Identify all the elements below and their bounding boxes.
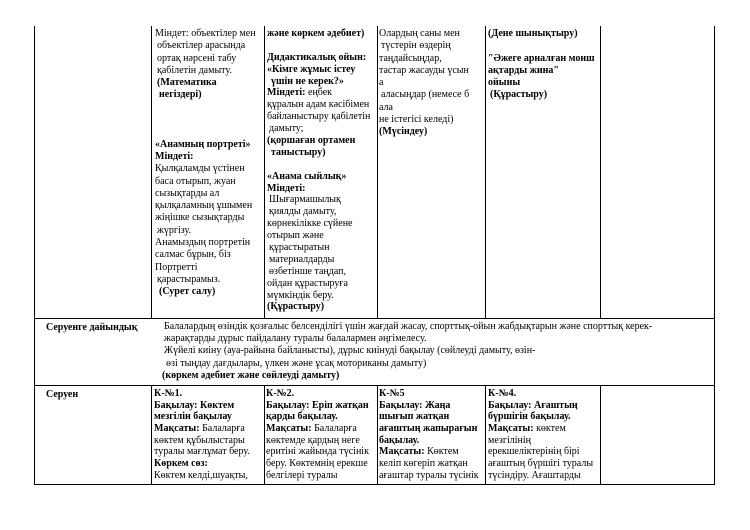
text-line: байланыстыру қабілетін bbox=[267, 111, 371, 123]
text-line: ақтарды жина" bbox=[488, 64, 559, 76]
text-line: қылқаламның ұшымен bbox=[155, 200, 253, 212]
text-line: объектілер арасында bbox=[157, 40, 246, 52]
walk-preparation-text bbox=[160, 321, 713, 384]
text-line: Міндеті: еңбек bbox=[267, 87, 333, 99]
text-line bbox=[155, 114, 263, 126]
text-line: жіңішке сызықтарды bbox=[155, 212, 245, 224]
text-line: баса отырып, жуан bbox=[155, 175, 236, 187]
text-line: жүргізу. bbox=[157, 224, 192, 236]
text-line: қарды бақылау. bbox=[266, 411, 338, 423]
text-line: түсіндіру. Ағаштарды bbox=[488, 469, 581, 481]
text-line: Мақсаты: Көктем bbox=[379, 446, 459, 458]
text-line: Міндеті: bbox=[267, 182, 306, 194]
col-divider-4b bbox=[485, 385, 486, 485]
text-line: Міндеті: bbox=[155, 150, 194, 162]
row-label-walk: Серуен bbox=[46, 389, 79, 400]
text-line: ерекшеліктерінің бірі bbox=[488, 446, 580, 458]
text-line: таңдайсыңдар, bbox=[379, 52, 442, 64]
text-line: қабілетін дамыту. bbox=[157, 64, 232, 76]
text-line: түстерін өздерің bbox=[381, 40, 451, 52]
text-line: тастар жасауды үсын bbox=[379, 64, 469, 76]
text-line: және көркем әдебиет) bbox=[267, 28, 365, 39]
text-line: ойыны bbox=[488, 77, 521, 89]
walk-card-1 bbox=[154, 388, 263, 483]
row-divider-1 bbox=[34, 318, 715, 319]
row-divider-2 bbox=[34, 385, 715, 386]
col-divider-1b bbox=[151, 385, 152, 485]
text-line: а bbox=[379, 77, 384, 89]
col-divider-1 bbox=[151, 26, 152, 318]
activity-cell-col4 bbox=[488, 28, 599, 316]
text-line: ағаштар туралы түсінік bbox=[379, 469, 479, 481]
text-line: Бақылау: Жаңа bbox=[379, 399, 451, 411]
text-line: бақылау. bbox=[379, 434, 420, 446]
text-line: шығып жатқан bbox=[379, 411, 450, 423]
text-line: материалдарды bbox=[269, 253, 335, 265]
text-line: қиялды дамыту, bbox=[269, 206, 337, 218]
table-bottom-border bbox=[34, 484, 715, 485]
text-line: Анамыздың портретін bbox=[155, 237, 251, 249]
text-line: мезгілін бақылау bbox=[154, 411, 232, 423]
text-line: Көктем келді,шуақты, bbox=[154, 469, 248, 481]
text-line: «Анама сыйлық» bbox=[267, 170, 347, 182]
activity-cell-col1 bbox=[155, 28, 263, 316]
text-line: Бақылау: Көктем bbox=[154, 399, 235, 411]
text-line: келіп көгеріп жатқан bbox=[379, 458, 468, 470]
text-line: Жүйелі киіну (ауа-райына байланысты), дұрыс киінуді бақылау (сөйлеуді дамыту, өзін- bbox=[164, 345, 536, 357]
text-line: мүмкіндік беру. bbox=[267, 289, 334, 301]
text-line: сызықтарды ал bbox=[155, 187, 220, 199]
text-line: мезгілінің bbox=[488, 434, 531, 446]
text-line: Қылқаламды үстінен bbox=[155, 163, 245, 175]
text-line bbox=[267, 159, 376, 171]
text-line: туралы мағлұмат беру. bbox=[154, 446, 250, 458]
table-right-border bbox=[714, 26, 715, 485]
text-line: негіздері) bbox=[159, 89, 202, 101]
text-line: көрнекілікке сүйене bbox=[267, 218, 353, 230]
text-line: құрастыратын bbox=[269, 242, 330, 254]
text-line: салмас бұрын, біз bbox=[155, 249, 231, 261]
text-line: «Кімге жұмыс істеу bbox=[267, 63, 356, 75]
text-line: ойдан құрастыруға bbox=[267, 277, 348, 289]
text-line: көктем құбылыстары bbox=[154, 434, 245, 446]
text-line bbox=[488, 40, 599, 52]
text-line: «Анамның портреті» bbox=[155, 138, 251, 150]
text-line: К-№2. bbox=[266, 388, 295, 399]
text-line: (қоршаған ортамен bbox=[267, 135, 356, 147]
text-line: Мақсаты: көктем bbox=[488, 423, 566, 435]
col-divider-4 bbox=[485, 26, 486, 318]
text-line: үшін не керек?» bbox=[271, 75, 344, 87]
walk-card-5 bbox=[379, 388, 484, 483]
text-line: Олардың саны мен bbox=[379, 28, 460, 39]
text-line: (Дене шынықтыру) bbox=[488, 28, 578, 39]
text-line: (Құрастыру) bbox=[267, 301, 325, 313]
text-line: таныстыру) bbox=[271, 146, 326, 158]
text-line: "Әжеге арналған монш bbox=[488, 52, 595, 64]
text-line: ортақ нәрсені табу bbox=[157, 52, 237, 64]
text-line: отырып және bbox=[267, 230, 324, 242]
text-line: жарақтарды дұрыс пайдалану туралы балалармен әңгімелесу. bbox=[164, 333, 427, 345]
text-line: (Құрастыру) bbox=[490, 89, 548, 101]
col-divider-2b bbox=[264, 385, 265, 485]
text-line: К-№1. bbox=[154, 388, 183, 399]
text-line: беру. Көктемнің ерекше bbox=[266, 458, 368, 470]
row-label-walk-preparation: Серуенге дайындық bbox=[46, 322, 138, 333]
col-divider-5 bbox=[600, 26, 601, 318]
text-line: Мақсаты: Балаларға bbox=[154, 423, 245, 435]
text-line: (Мүсіндеу) bbox=[379, 126, 428, 138]
text-line: ағаштың бүршігі туралы bbox=[488, 458, 594, 470]
text-line: Бақылау: Ағаштың bbox=[488, 399, 578, 411]
text-line bbox=[155, 102, 263, 114]
text-line bbox=[155, 126, 263, 138]
text-line: ағаштың жапырағын bbox=[379, 423, 478, 435]
text-line: өзі тыңдау дағдылары, үлкен және ұсақ моториканы дамыту) bbox=[166, 357, 427, 369]
text-line: бүршігін бақылау. bbox=[488, 411, 571, 423]
walk-card-2 bbox=[266, 388, 376, 483]
text-line: Көркем сөз: bbox=[154, 458, 208, 470]
text-line: дамыту; bbox=[269, 123, 304, 135]
text-line: (Сурет салу) bbox=[159, 286, 216, 298]
activity-cell-col2 bbox=[267, 28, 376, 317]
col-divider-5b bbox=[600, 385, 601, 485]
activity-cell-col3 bbox=[379, 28, 484, 316]
text-line: Мақсаты: Балаларға bbox=[266, 423, 357, 435]
text-line: Міндет: объектілер мен bbox=[155, 28, 256, 39]
text-line: өзбетінше таңдап, bbox=[269, 265, 347, 277]
text-line: белгілері туралы bbox=[266, 469, 338, 481]
text-line: Портретті bbox=[155, 261, 198, 273]
text-line: көктемде қардың неге bbox=[266, 434, 360, 446]
text-line: К-№4. bbox=[488, 388, 517, 399]
walk-card-4 bbox=[488, 388, 599, 483]
text-line: Шығармашылық bbox=[269, 194, 341, 206]
text-line: Дидактикалық ойын: bbox=[267, 51, 367, 63]
text-line: (көркем әдебиет және сөйлеуді дамыту) bbox=[162, 369, 340, 381]
text-line: (Математика bbox=[157, 77, 217, 89]
text-line: Балалардың өзіндік қозғалыс белсенділігі үшін жағдай жасау, спорттық-ойын жабдықтарын және спорттық керек- bbox=[164, 321, 653, 332]
col-divider-2 bbox=[264, 26, 265, 318]
text-line: ала bbox=[379, 101, 393, 113]
col-divider-3 bbox=[377, 26, 378, 318]
text-line: еритіні жайында түсінік bbox=[266, 446, 369, 458]
text-line: құралын адам кәсібімен bbox=[267, 99, 370, 111]
text-line: не істегісі келеді) bbox=[379, 114, 454, 126]
text-line: Бақылау: Еріп жатқан bbox=[266, 399, 369, 411]
text-line: К-№5 bbox=[379, 388, 405, 399]
col-divider-3b bbox=[377, 385, 378, 485]
table-left-border bbox=[34, 26, 35, 485]
text-line: аласыңдар (немесе б bbox=[381, 89, 470, 101]
text-line: қарастырамыз. bbox=[157, 273, 221, 285]
text-line bbox=[267, 40, 376, 52]
